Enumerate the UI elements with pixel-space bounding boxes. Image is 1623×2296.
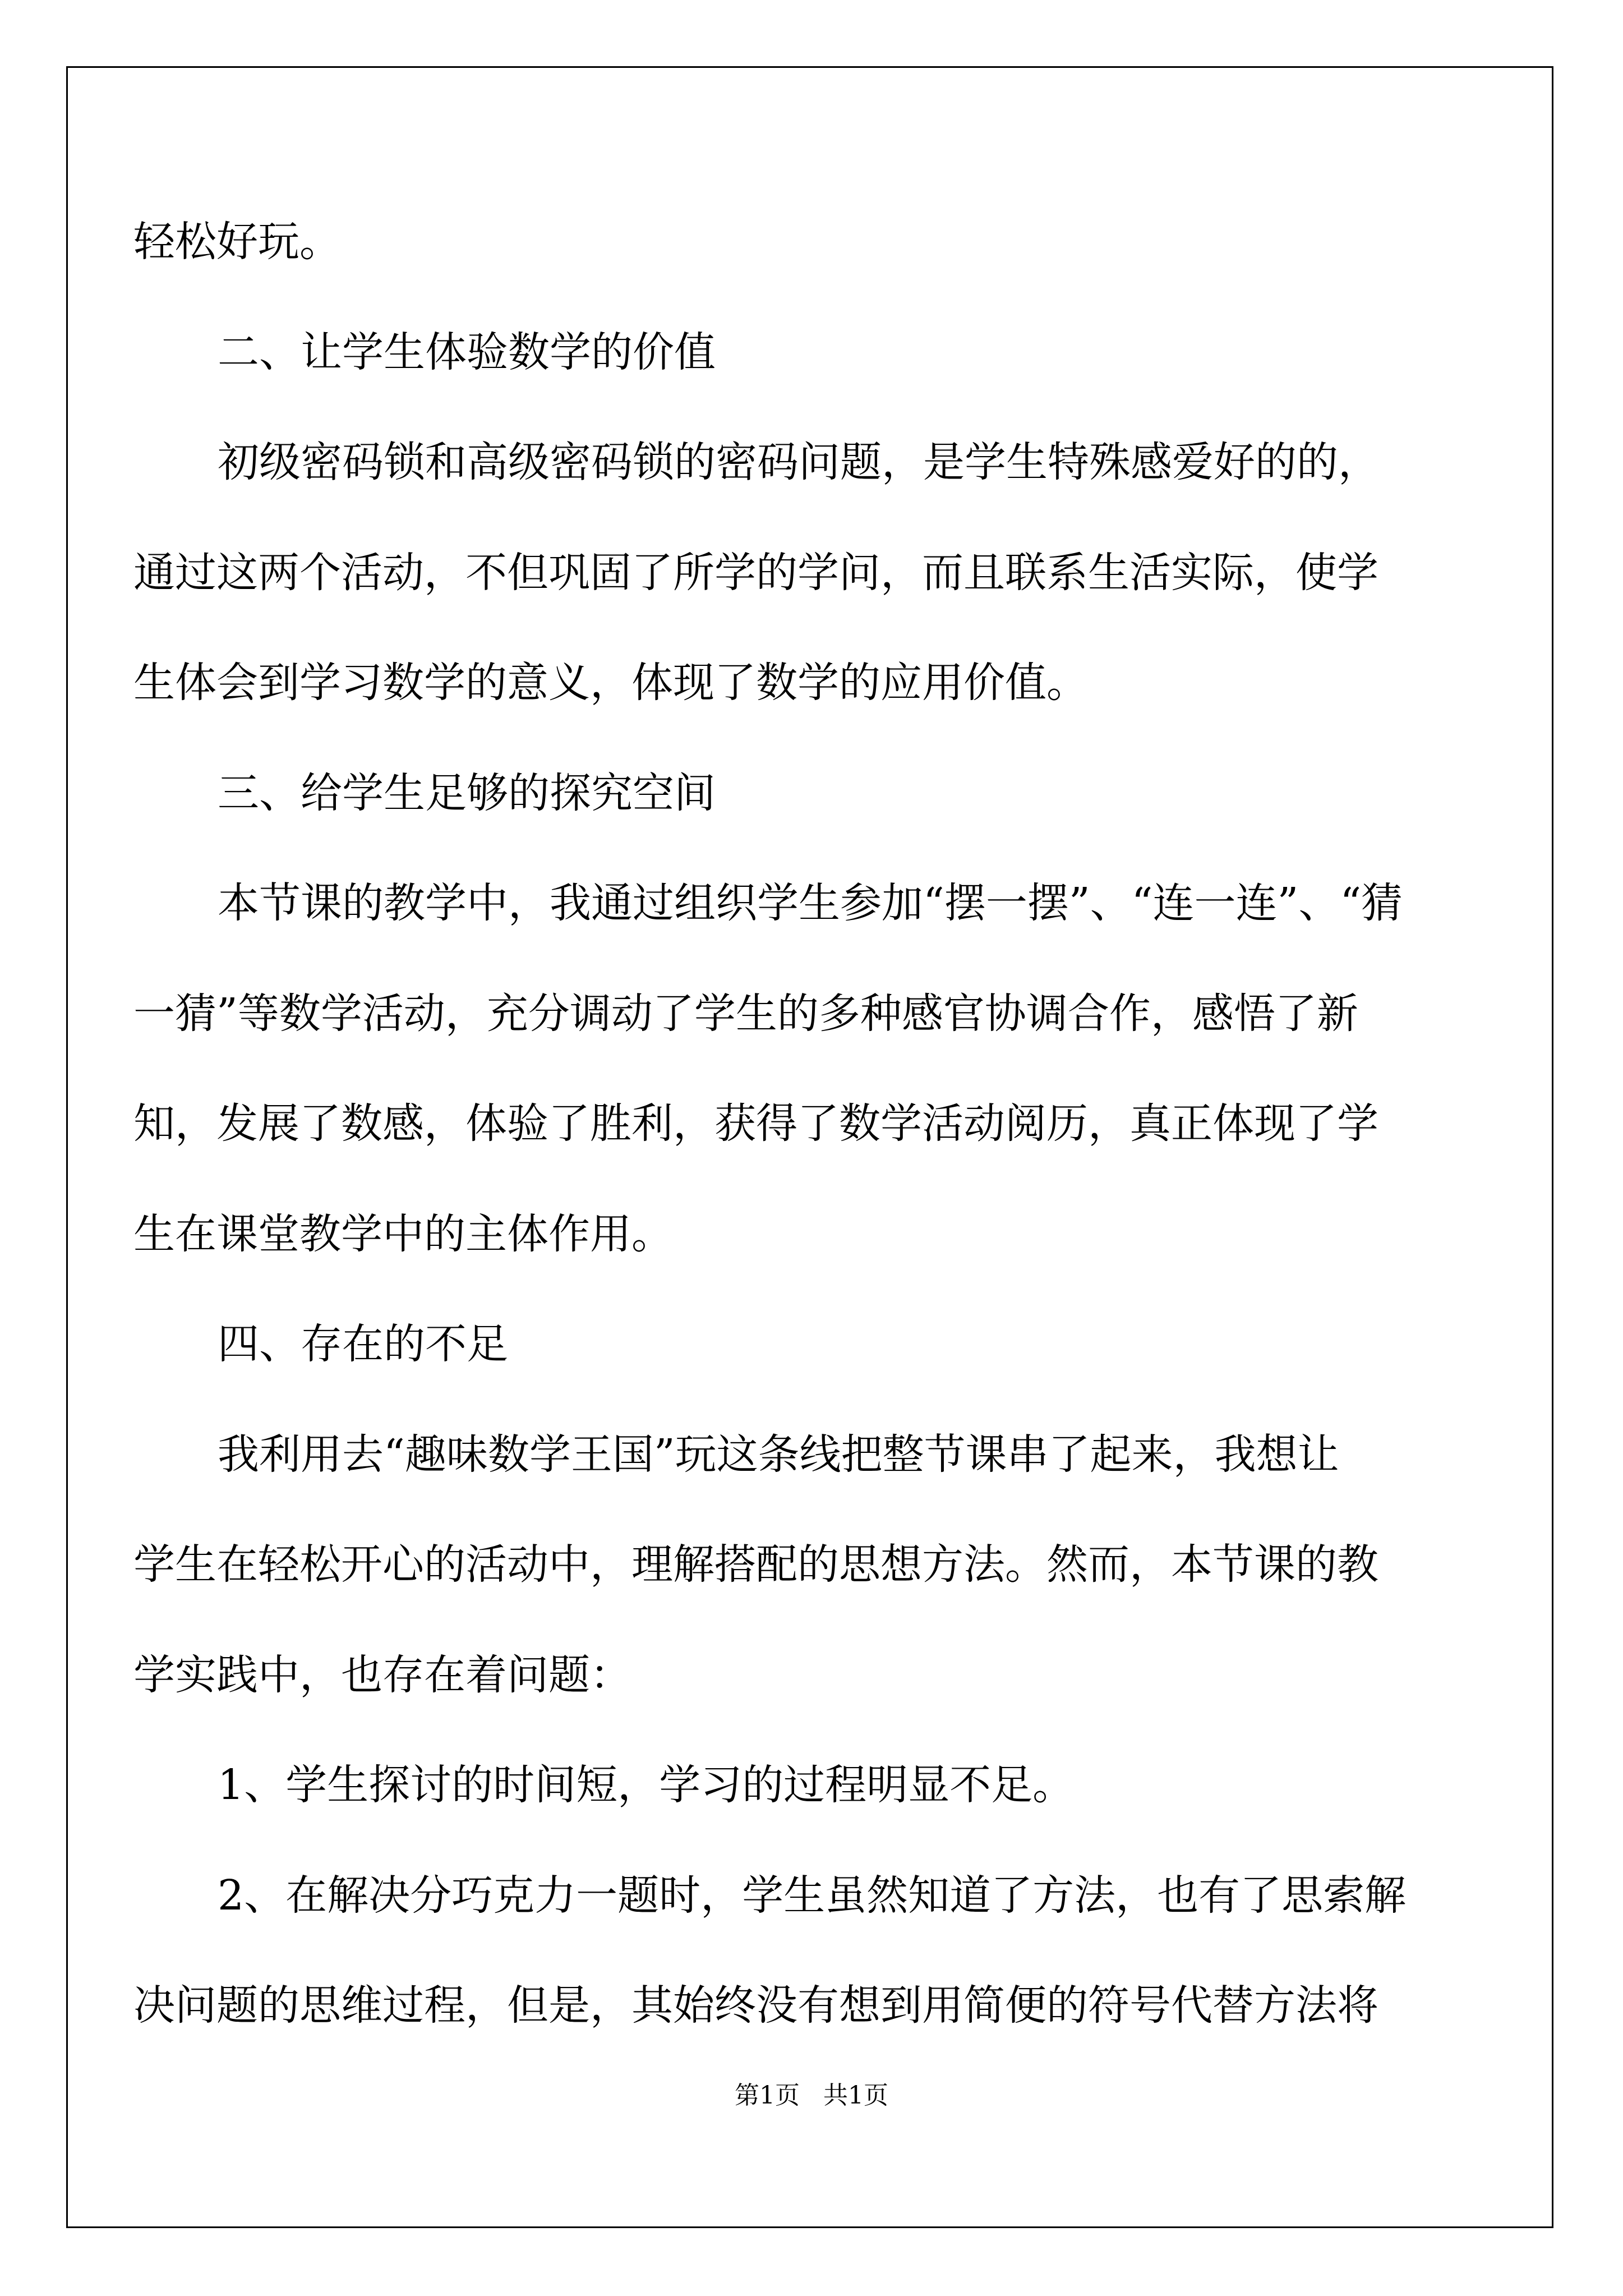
paragraph-line: 学实践中，也存在着问题：	[133, 1651, 631, 1699]
list-item: 2、在解决分巧克力一题时，学生虽然知道了方法，也有了思索解	[218, 1871, 1407, 1920]
paragraph-line: 知，发展了数感，体验了胜利，获得了数学活动阅历，真正体现了学	[133, 1099, 1378, 1148]
paragraph-line: 通过这两个活动，不但巩固了所学的学问，而且联系生活实际，使学	[133, 549, 1378, 597]
paragraph-line: 我利用去“趣味数学王国”玩这条线把整节课串了起来，我想让	[218, 1430, 1339, 1479]
list-item: 1、学生探讨的时间短，学习的过程明显不足。	[218, 1761, 1075, 1809]
paragraph-line: 一猜”等数学活动，充分调动了学生的多种感官协调合作，感悟了新	[133, 990, 1358, 1038]
paragraph-line: 决问题的思维过程，但是，其始终没有想到用简便的符号代替方法将	[133, 1981, 1378, 2030]
page-footer: 第1页 共1页	[735, 2081, 888, 2110]
section-heading: 四、存在的不足	[218, 1320, 508, 1368]
paragraph-line: 学生在轻松开心的活动中，理解搭配的思想方法。然而，本节课的教	[133, 1540, 1378, 1589]
paragraph-line: 生在课堂教学中的主体作用。	[133, 1210, 673, 1258]
paragraph-line: 本节课的教学中，我通过组织学生参加“摆一摆”、“连一连”、“猜	[218, 879, 1403, 927]
section-heading: 二、让学生体验数学的价值	[218, 328, 716, 376]
paragraph-line: 初级密码锁和高级密码锁的密码问题，是学生特殊感爱好的的，	[218, 438, 1380, 486]
paragraph-line: 生体会到学习数学的意义，体现了数学的应用价值。	[133, 659, 1088, 707]
paragraph-line: 轻松好玩。	[133, 218, 341, 266]
section-heading: 三、给学生足够的探究空间	[218, 769, 716, 817]
